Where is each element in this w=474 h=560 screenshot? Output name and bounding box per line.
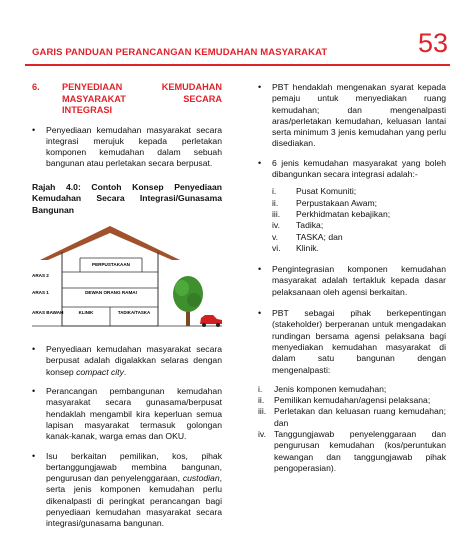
list-item: ii. Perpustakaan Awam; (272, 197, 378, 208)
bullet-text: Penyediaan kemudahan masyarakat secara berpusat adalah digalakkan selaras dengan konsep compact city. (46, 344, 222, 377)
roof-shape (40, 226, 180, 260)
list-item: iii. Perkhidmatan kebajikan; (272, 208, 391, 219)
bullet-icon: • (258, 308, 262, 319)
bullet-text: Isu berkaitan pemilikan, kos, pihak bertanggungjawab membina bangunan, pengurusan dan penyelenggaraan, custodian, serta jenis komponen kemudahan perlu dikenalpasti di peringkat perancangan bagi penyediaan kemudahan masyarakat secara integrasi/gunasama bangunan. (46, 450, 222, 529)
bullet-icon: • (32, 344, 36, 355)
floor-label-level1: ARAS 1 (32, 290, 49, 296)
bullet-text: PBT sebagai pihak berkepentingan (stakeholder) berperanan untuk mengadakan rundingan bersama agensi pelaksana bagi menyediakan kemudahan masyarakat di dalam satu bangunan dengan mengenalpasti: (272, 308, 446, 375)
list-item: iii. Perletakan dan keluasan ruang kemudahan; dan (258, 406, 446, 428)
tree-icon (173, 276, 203, 326)
section-title (62, 82, 222, 117)
list-item: iv. Tadika; (272, 220, 324, 231)
bullet-text: Pengintegrasian komponen kemudahan masyarakat adalah tertakluk kepada dasar pelaksanaan oleh agensi berkaitan. (272, 264, 446, 297)
list-item (32, 344, 222, 378)
section-title-line: INTEGRASI (62, 105, 113, 115)
page-number: 53 (417, 28, 448, 58)
bullet-icon: • (258, 157, 262, 168)
identification-list (258, 384, 446, 474)
room-label-clinic: KLINIK (78, 310, 94, 316)
section-title-line: PENYEDIAAN KEMUDAHAN (62, 82, 222, 92)
facility-type-list (272, 186, 446, 254)
section-heading (32, 82, 222, 117)
list-item (32, 386, 222, 442)
bullet-icon: • (32, 124, 36, 135)
list-item (258, 308, 446, 376)
bullet-icon: • (32, 386, 36, 397)
section-number: 6. (32, 82, 40, 92)
list-item (258, 264, 446, 298)
header-divider (25, 64, 450, 66)
bullet-text: 6 jenis kemudahan masyarakat yang boleh dibangunkan secara integrasi adalah:- (272, 157, 446, 180)
floor-label-level2: ARAS 2 (32, 273, 49, 279)
building-diagram (32, 222, 222, 342)
room-label-kindergarten: TADIKA/TASKA (117, 310, 151, 316)
car-icon (200, 315, 222, 327)
section-title-line: MASYARAKAT SECARA (62, 93, 222, 104)
list-item: i. Pusat Komuniti; (272, 186, 357, 197)
bullet-text: Perancangan pembangunan kemudahan masyarakat secara gunasama/berpusat hendaklah mengambil kira keperluan semua lapisan masyarakat termasuk golongan kanak-kanak, warga emas dan OKU. (46, 386, 222, 442)
figure-caption: Rajah 4.0: Contoh Konsep Penyediaan Kemudahan Secara Integrasi/Gunasama Bangunan (32, 181, 222, 215)
list-item (32, 125, 222, 170)
right-column (258, 82, 446, 474)
list-item: i. Jenis komponen kemudahan; (258, 383, 387, 394)
floor-label-ground: ARAS BAWAH (32, 310, 64, 316)
list-item: v. TASKA; dan (272, 231, 343, 242)
list-item (258, 82, 446, 150)
bullet-icon: • (258, 264, 262, 275)
list-item (258, 158, 446, 181)
left-column (32, 82, 222, 530)
document-title: GARIS PANDUAN PERANCANGAN KEMUDAHAN MASYARAKAT (32, 47, 328, 58)
room-label-hall: DEWAN ORANG RAMAI (85, 290, 137, 296)
list-item (32, 451, 222, 530)
bullet-icon: • (258, 82, 262, 92)
bullet-text: Penyediaan kemudahan masyarakat secara integrasi merujuk kepada perletakan komponen kemudahan dalam sebuah bangunan atau perletakan secara berpusat. (46, 124, 222, 169)
room-label-library: PERPUSTAKAAN (92, 262, 130, 268)
list-item: vi. Klinik. (272, 242, 319, 253)
bullet-icon: • (32, 450, 36, 461)
list-item: iv. Tanggungjawab penyelenggaraan dan pengurusan kemudahan (kos/peruntukan kewangan dan tanggungjawab pihak pengoperasian). (258, 429, 446, 473)
list-item: ii. Pemilikan kemudahan/agensi pelaksana; (258, 395, 431, 406)
bullet-text: PBT hendaklah mengenakan syarat kepada pemaju untuk menyediakan ruang kemudahan; dan mengenalpasti aras/perletakan kemudahan, keluasan lantai serta minimum 3 jenis kemudahan yang perlu disediakan. (272, 82, 446, 149)
